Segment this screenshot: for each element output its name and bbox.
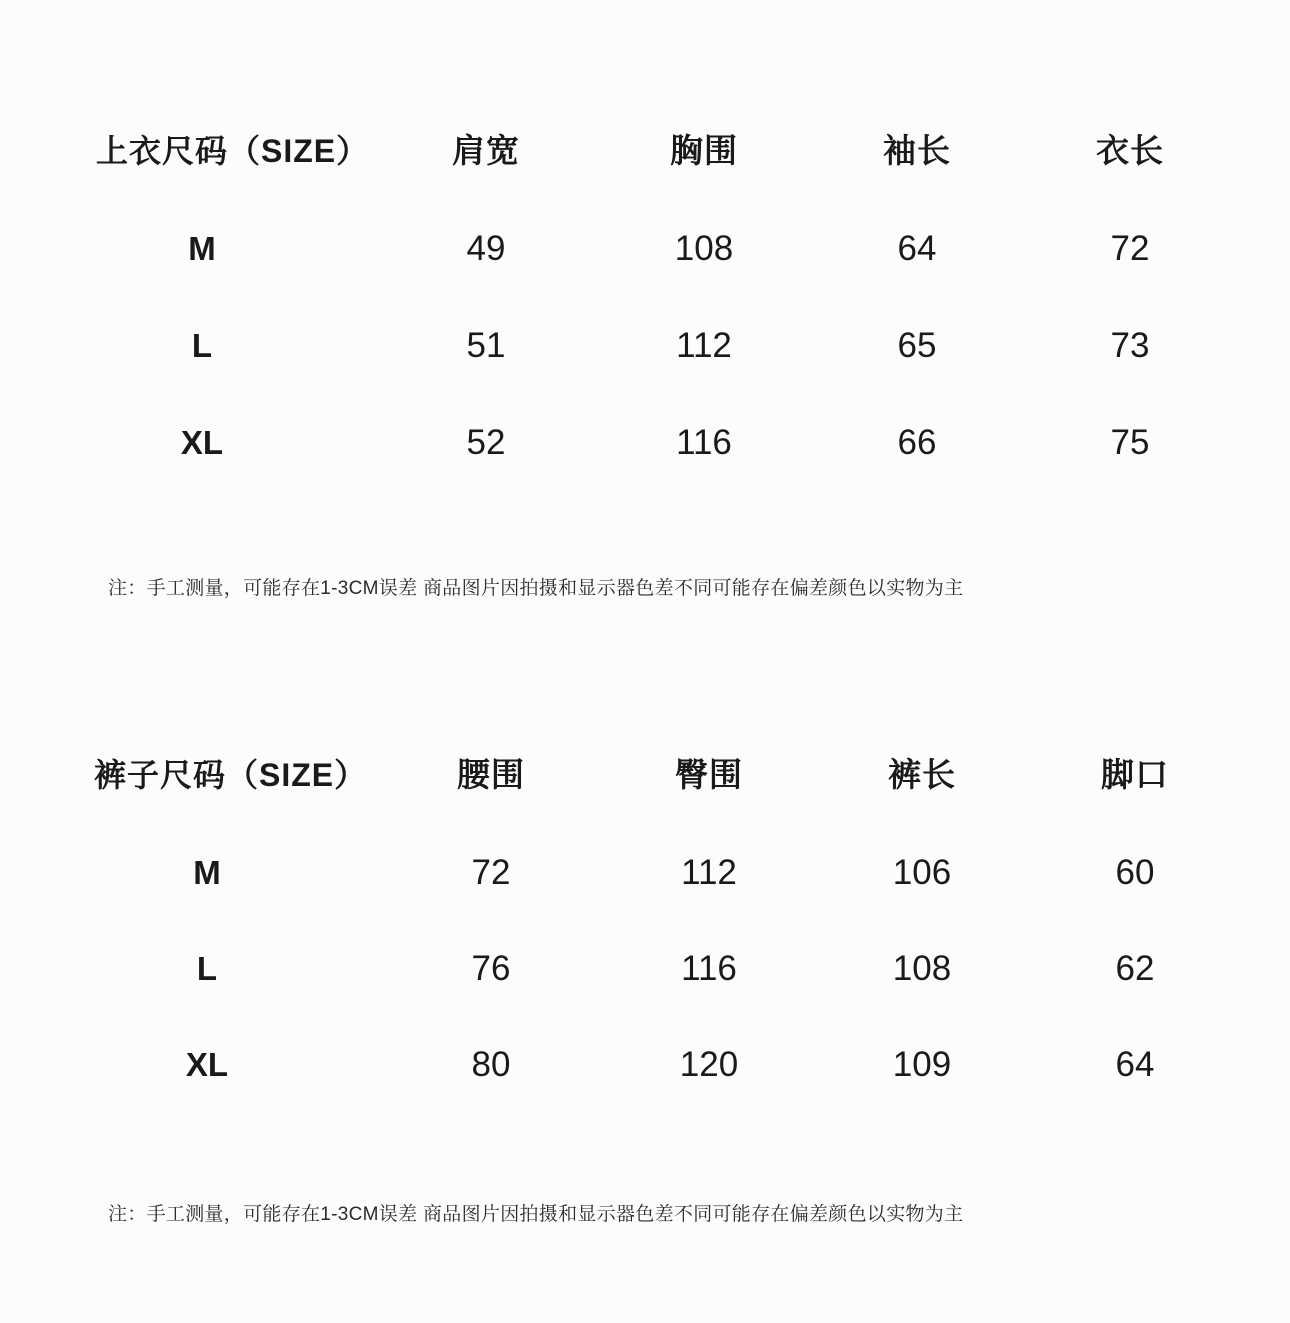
pants-col-hip: 臀围 [675, 756, 743, 793]
table-row [0, 843, 1290, 903]
table-cell: 64 [897, 229, 937, 268]
table-cell: 112 [681, 853, 737, 892]
size-label: M [193, 854, 221, 891]
table-row [0, 413, 1290, 473]
table-cell: 72 [1110, 229, 1150, 268]
pants-measurement-note: 注：手工测量，可能存在1-3CM误差 商品图片因拍摄和显示器色差不同可能存在偏差颜色以实物为主 [108, 1204, 964, 1225]
size-label: L [196, 950, 218, 987]
table-cell: 65 [897, 326, 937, 365]
table-cell: 49 [466, 229, 506, 268]
pants-header-row [0, 745, 1290, 805]
table-cell: 116 [681, 949, 737, 988]
table-row [0, 316, 1290, 376]
table-row [0, 219, 1290, 279]
pants-col-length: 裤长 [888, 756, 956, 793]
tops-col-sleeve: 袖长 [883, 132, 951, 169]
table-cell: 60 [1115, 853, 1155, 892]
table-cell: 106 [892, 853, 952, 892]
tops-measurement-note: 注：手工测量，可能存在1-3CM误差 商品图片因拍摄和显示器色差不同可能存在偏差颜色以实物为主 [108, 578, 964, 599]
table-cell: 109 [892, 1045, 952, 1084]
table-row [0, 1035, 1290, 1095]
table-row [0, 939, 1290, 999]
tops-col-length: 衣长 [1096, 132, 1164, 169]
table-cell: 62 [1115, 949, 1155, 988]
table-cell: 108 [674, 229, 734, 268]
table-cell: 75 [1110, 423, 1150, 462]
size-label: M [188, 230, 216, 267]
table-cell: 66 [897, 423, 937, 462]
tops-col-chest: 胸围 [670, 132, 738, 169]
table-cell: 64 [1115, 1045, 1155, 1084]
table-cell: 108 [892, 949, 952, 988]
table-cell: 76 [471, 949, 511, 988]
size-label: L [191, 327, 213, 364]
table-cell: 73 [1110, 326, 1150, 365]
table-cell: 112 [676, 326, 732, 365]
tops-col-shoulder: 肩宽 [452, 132, 520, 169]
tops-table-title: 上衣尺码（SIZE） [96, 133, 370, 169]
size-label: XL [185, 1046, 229, 1083]
table-cell: 52 [466, 423, 506, 462]
pants-table-title: 裤子尺码（SIZE） [94, 757, 368, 793]
table-cell: 80 [471, 1045, 511, 1084]
pants-col-waist: 腰围 [457, 756, 525, 793]
table-cell: 120 [679, 1045, 739, 1084]
pants-col-hem: 脚口 [1101, 756, 1169, 793]
table-cell: 72 [471, 853, 511, 892]
table-cell: 51 [466, 326, 506, 365]
tops-header-row [0, 121, 1290, 181]
table-cell: 116 [676, 423, 732, 462]
size-label: XL [180, 424, 224, 461]
